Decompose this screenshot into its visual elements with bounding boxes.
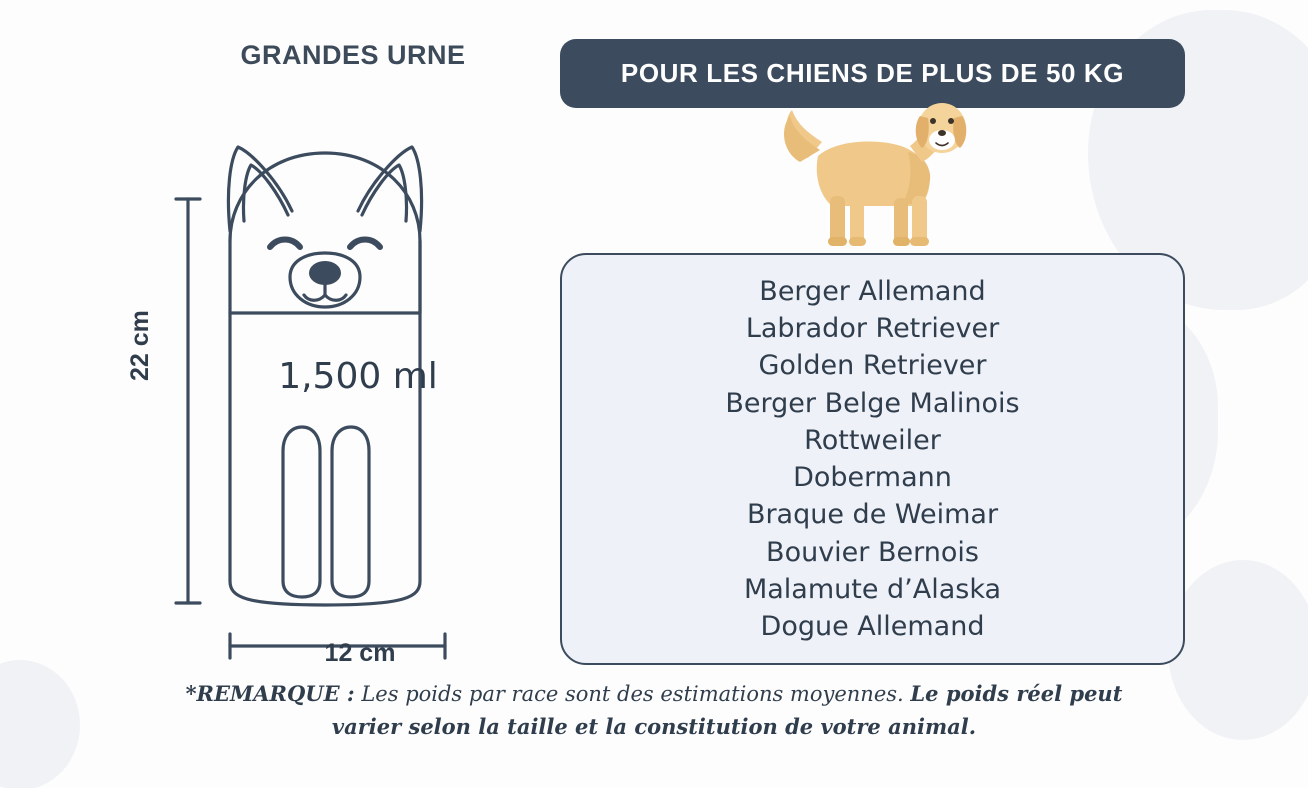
- urn-illustration: [120, 81, 540, 667]
- footnote-suffix: Le poids réel peut varier selon la taille et la constitution de votre animal.: [331, 681, 1123, 739]
- urn-height-label: 22 cm: [126, 310, 154, 381]
- list-item: Malamute d’Alaska: [743, 573, 1002, 605]
- footnote-prefix: *REMARQUE :: [185, 681, 355, 706]
- header-banner: [560, 39, 1185, 108]
- list-item: Berger Belge Malinois: [725, 387, 1020, 419]
- list-item: Rottweiler: [804, 424, 941, 456]
- urn-section: [120, 40, 540, 667]
- list-item: Dobermann: [793, 462, 952, 493]
- dog-illustration: [770, 100, 980, 265]
- list-item: Labrador Retriever: [745, 313, 1000, 344]
- urn-title: GRANDES URNE: [240, 40, 466, 70]
- list-item: Bouvier Bernois: [766, 536, 979, 568]
- golden-retriever-icon: [770, 100, 980, 265]
- list-item: Dogue Allemand: [760, 611, 985, 642]
- urn-width-label: 12 cm: [324, 639, 396, 667]
- urn-volume-label: 1,500 ml: [278, 356, 438, 397]
- footnote-text: Les poids par race sont des estimations moyennes.: [354, 682, 911, 706]
- list-item: Golden Retriever: [758, 350, 987, 382]
- breeds-list-card: [560, 253, 1185, 665]
- list-item: Braque de Weimar: [746, 499, 999, 531]
- header-title: POUR LES CHIENS DE PLUS DE 50 KG: [620, 58, 1125, 88]
- footnote: [154, 678, 1154, 743]
- list-item: Berger Allemand: [759, 275, 986, 307]
